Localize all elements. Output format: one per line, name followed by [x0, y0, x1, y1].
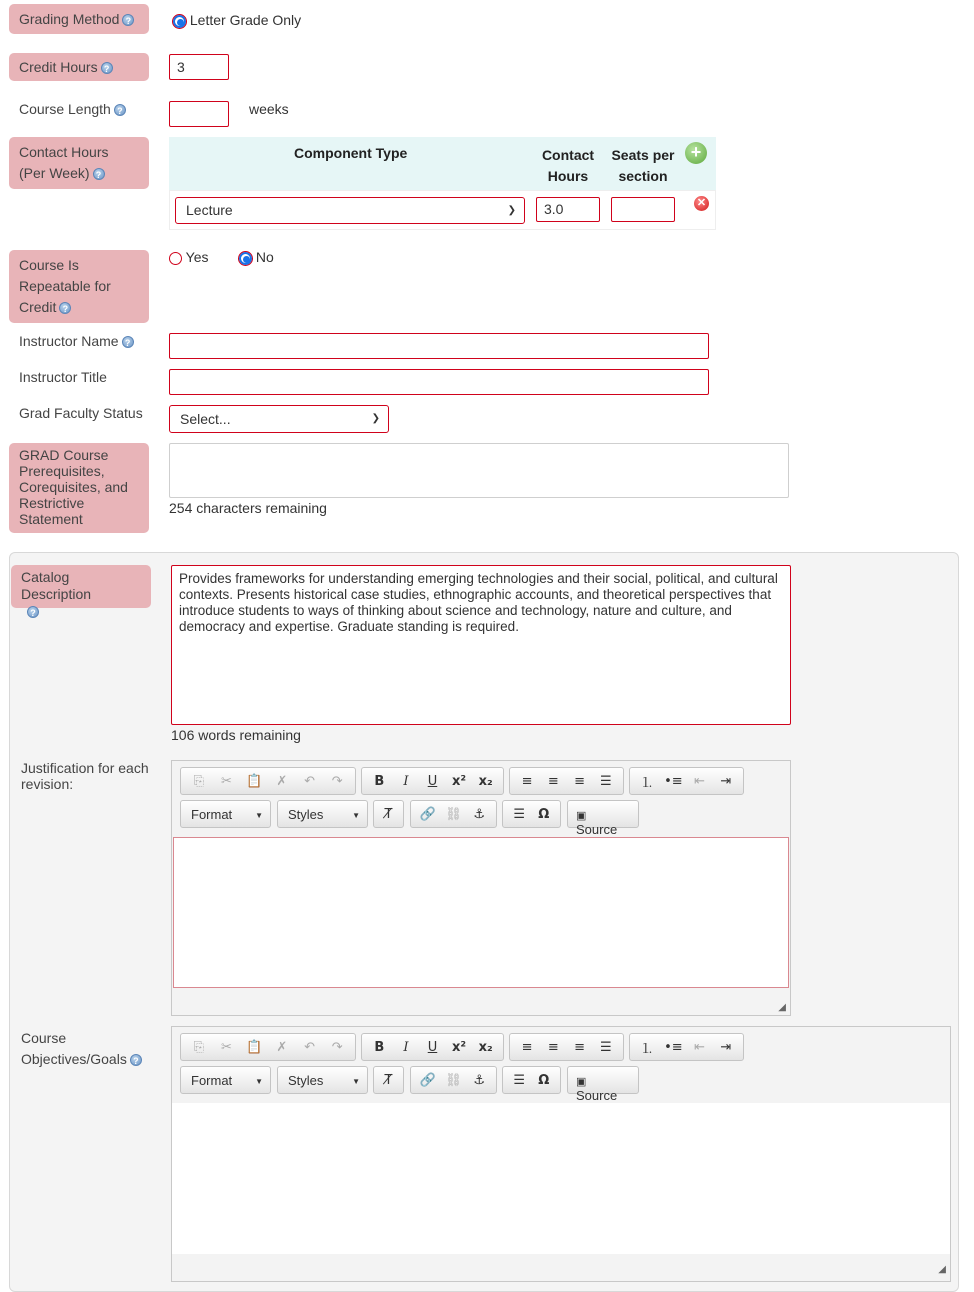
help-icon[interactable]: ?	[27, 606, 39, 618]
subscript-button[interactable]: x₂	[478, 773, 493, 789]
source-label: Source	[576, 822, 618, 837]
source-icon: ▣	[576, 1076, 587, 1088]
prereq-label-line5: Statement	[19, 511, 83, 527]
align-center-icon[interactable]: ≡	[547, 773, 559, 789]
credit-hours-input[interactable]: 3	[169, 54, 229, 80]
redo-icon[interactable]: ↷	[331, 773, 343, 789]
justification-label-line1: Justification for each	[21, 760, 149, 776]
help-icon[interactable]: ?	[122, 336, 134, 348]
resize-handle-icon[interactable]: ◢	[938, 1264, 946, 1275]
subscript-button[interactable]: x₂	[478, 1039, 493, 1055]
contact-hours-label-line2: (Per Week)	[19, 165, 90, 181]
styles-dropdown[interactable]	[277, 1066, 368, 1094]
redo-icon[interactable]: ↷	[331, 1039, 343, 1055]
contact-hours-label-line1: Contact Hours	[19, 144, 109, 160]
catalog-description-remaining: 106 words remaining	[171, 727, 301, 743]
objectives-edit-area[interactable]	[172, 1103, 950, 1254]
grad-faculty-status-select[interactable]	[169, 405, 389, 433]
course-length-unit: weeks	[249, 101, 289, 117]
basic-styles-group	[361, 1033, 504, 1061]
anchor-icon[interactable]: ⚓	[473, 806, 485, 822]
copy-icon[interactable]: ⎘	[193, 773, 205, 789]
format-dropdown[interactable]	[180, 1066, 271, 1094]
justification-editor	[171, 760, 791, 1016]
dropdown-arrow-icon: ▼	[255, 1077, 263, 1086]
remove-format-icon[interactable]: ✗	[276, 773, 288, 789]
instructor-name-label	[19, 331, 134, 352]
letter-grade-radio[interactable]	[173, 15, 186, 28]
grading-method-option[interactable]	[173, 12, 301, 28]
format-dropdown-label: Format	[191, 807, 233, 822]
justification-label	[21, 760, 149, 792]
add-row-icon[interactable]: +	[685, 142, 707, 164]
remove-format-icon[interactable]: ✗	[276, 1039, 288, 1055]
align-center-icon[interactable]: ≡	[547, 1039, 559, 1055]
course-length-input[interactable]	[169, 101, 229, 127]
source-button[interactable]	[567, 800, 639, 837]
objectives-label-line2: Objectives/Goals	[21, 1051, 127, 1067]
help-icon[interactable]: ?	[93, 168, 105, 180]
clear-formatting-icon[interactable]: T̸	[384, 806, 393, 822]
special-char-icon[interactable]: Ω	[538, 806, 550, 822]
bulleted-list-icon[interactable]: •≡	[664, 773, 683, 789]
unlink-icon[interactable]: ⛓	[445, 806, 462, 822]
dropdown-arrow-icon: ▼	[352, 1077, 360, 1086]
basic-styles-group	[361, 767, 504, 795]
superscript-button[interactable]: x²	[452, 1039, 467, 1055]
indent-icon[interactable]: ⇥	[720, 1039, 732, 1055]
align-right-icon[interactable]: ≡	[574, 773, 586, 789]
dropdown-arrow-icon: ▼	[255, 811, 263, 820]
alignment-group	[509, 767, 624, 795]
justification-label-line2: revision:	[21, 776, 74, 792]
insert-group	[502, 1066, 561, 1094]
list-group	[629, 1033, 744, 1061]
prereq-label-line4: Restrictive	[19, 495, 85, 511]
grad-faculty-status-label: Grad Faculty Status	[19, 405, 143, 421]
instructor-name-label-text: Instructor Name	[19, 333, 119, 349]
col-component-type: Component Type	[294, 145, 408, 161]
align-left-icon[interactable]: ≡	[521, 773, 533, 789]
unlink-icon[interactable]: ⛓	[445, 1072, 462, 1088]
col-seats	[609, 145, 677, 187]
instructor-name-input[interactable]	[169, 333, 709, 359]
horizontal-rule-icon[interactable]: ☰	[513, 806, 526, 822]
align-left-icon[interactable]: ≡	[521, 1039, 533, 1055]
col-contact-hours	[541, 145, 595, 187]
styles-dropdown[interactable]	[277, 800, 368, 828]
chevron-down-icon: ❯	[371, 413, 380, 424]
objectives-label	[21, 1028, 142, 1070]
special-char-icon[interactable]: Ω	[538, 1072, 550, 1088]
alignment-group	[509, 1033, 624, 1061]
col-seats-line1: Seats per	[611, 147, 675, 163]
format-dropdown[interactable]	[180, 800, 271, 828]
objectives-label-line1: Course	[21, 1030, 67, 1046]
clear-format-group	[373, 1066, 404, 1094]
help-icon[interactable]: ?	[59, 302, 71, 314]
numbered-list-icon[interactable]: ⒈	[640, 775, 654, 791]
repeatable-label-line2: Repeatable for	[19, 278, 111, 294]
justify-icon[interactable]: ☰	[600, 1039, 612, 1055]
prereq-remaining: 254 characters remaining	[169, 500, 327, 516]
anchor-icon[interactable]: ⚓	[473, 1072, 485, 1088]
format-dropdown-label: Format	[191, 1073, 233, 1088]
prereq-label-line2: Prerequisites,	[19, 463, 105, 479]
col-contact-hours-line2: Hours	[547, 168, 589, 184]
paste-icon[interactable]: 📋	[246, 773, 263, 789]
justification-edit-area[interactable]	[173, 837, 789, 988]
help-icon[interactable]: ?	[122, 14, 134, 26]
help-icon[interactable]: ?	[130, 1054, 142, 1066]
outdent-icon[interactable]: ⇤	[694, 1039, 706, 1055]
catalog-description-textarea[interactable]: Provides frameworks for understanding emerging technologies and their social, political, and cultural contexts. Presents historical case studies, ethnographic accounts, and theoretical perspectives that introduce students to ways of thinking about science and technology, nature and culture, and democracy and expertise. Graduate standing is required.	[171, 565, 791, 725]
course-length-label-text: Course Length	[19, 101, 111, 117]
prereq-label-line3: Corequisites, and	[19, 479, 128, 495]
styles-dropdown-label: Styles	[288, 1073, 324, 1088]
repeatable-yes-radio[interactable]	[169, 252, 182, 265]
remove-row-icon[interactable]: ✕	[694, 196, 709, 211]
source-label: Source	[576, 1088, 618, 1103]
course-length-label	[19, 99, 126, 120]
repeatable-no-label: No	[255, 249, 274, 265]
bulleted-list-icon[interactable]: •≡	[664, 1039, 683, 1055]
clear-formatting-icon[interactable]: T̸	[384, 1072, 393, 1088]
outdent-icon[interactable]: ⇤	[694, 773, 706, 789]
underline-button[interactable]: U	[427, 773, 438, 789]
paste-icon[interactable]: 📋	[246, 1039, 263, 1055]
catalog-description-label	[11, 565, 151, 619]
italic-button[interactable]: I	[403, 773, 409, 789]
repeatable-label-line1: Course Is	[19, 257, 79, 273]
insert-group	[502, 800, 561, 828]
prereq-label	[9, 443, 149, 533]
col-contact-hours-line1: Contact	[541, 147, 595, 163]
justify-icon[interactable]: ☰	[600, 773, 612, 789]
link-icon[interactable]: 🔗	[419, 1072, 436, 1088]
seats-input[interactable]	[611, 197, 675, 222]
link-icon[interactable]: 🔗	[419, 806, 436, 822]
repeatable-no-radio[interactable]	[239, 252, 252, 265]
component-type-select[interactable]	[175, 197, 525, 224]
grading-method-label-text: Grading Method	[19, 11, 120, 27]
link-group	[410, 1066, 497, 1094]
component-type-value: Lecture	[186, 202, 233, 218]
bold-button[interactable]: B	[374, 1039, 385, 1055]
link-group	[410, 800, 497, 828]
styles-dropdown-label: Styles	[288, 807, 324, 822]
help-icon[interactable]: ?	[114, 104, 126, 116]
undo-icon[interactable]: ↶	[304, 773, 315, 789]
copy-icon[interactable]: ⎘	[193, 1039, 205, 1055]
undo-icon[interactable]: ↶	[304, 1039, 315, 1055]
chevron-down-icon: ❯	[507, 205, 516, 216]
letter-grade-label: Letter Grade Only	[189, 12, 302, 28]
dropdown-arrow-icon: ▼	[352, 811, 360, 820]
superscript-button[interactable]: x²	[452, 773, 467, 789]
prereq-textarea[interactable]	[169, 443, 789, 498]
list-group	[629, 767, 744, 795]
clipboard-group	[180, 767, 356, 795]
repeatable-no[interactable]	[239, 249, 274, 265]
clear-format-group	[373, 800, 404, 828]
bold-button[interactable]: B	[374, 773, 385, 789]
numbered-list-icon[interactable]: ⒈	[640, 1041, 654, 1057]
instructor-title-label: Instructor Title	[19, 369, 107, 385]
catalog-description-label-text: Catalog Description	[21, 569, 92, 602]
objectives-editor	[171, 1026, 951, 1282]
instructor-title-input[interactable]	[169, 369, 709, 395]
resize-handle-icon[interactable]: ◢	[778, 1002, 786, 1013]
grad-faculty-status-value: Select...	[180, 411, 231, 427]
italic-button[interactable]: I	[403, 1039, 409, 1055]
repeatable-label	[9, 250, 149, 323]
indent-icon[interactable]: ⇥	[720, 773, 732, 789]
cut-icon[interactable]: ✂	[221, 1039, 232, 1055]
clipboard-group	[180, 1033, 356, 1061]
horizontal-rule-icon[interactable]: ☰	[513, 1072, 526, 1088]
contact-hours-label	[9, 137, 149, 189]
align-right-icon[interactable]: ≡	[574, 1039, 586, 1055]
credit-hours-label	[9, 53, 149, 81]
underline-button[interactable]: U	[427, 1039, 438, 1055]
repeatable-yes[interactable]	[169, 249, 208, 265]
source-button[interactable]	[567, 1066, 639, 1103]
prereq-label-line1: GRAD Course	[19, 447, 109, 463]
repeatable-label-line3: Credit	[19, 299, 57, 315]
credit-hours-label-text: Credit Hours	[19, 59, 98, 75]
help-icon[interactable]: ?	[101, 62, 113, 74]
col-seats-line2: section	[618, 168, 668, 184]
repeatable-yes-label: Yes	[185, 249, 209, 265]
grading-method-label	[9, 4, 149, 34]
contact-hours-input[interactable]: 3.0	[536, 197, 600, 222]
source-icon: ▣	[576, 810, 587, 822]
cut-icon[interactable]: ✂	[221, 773, 232, 789]
